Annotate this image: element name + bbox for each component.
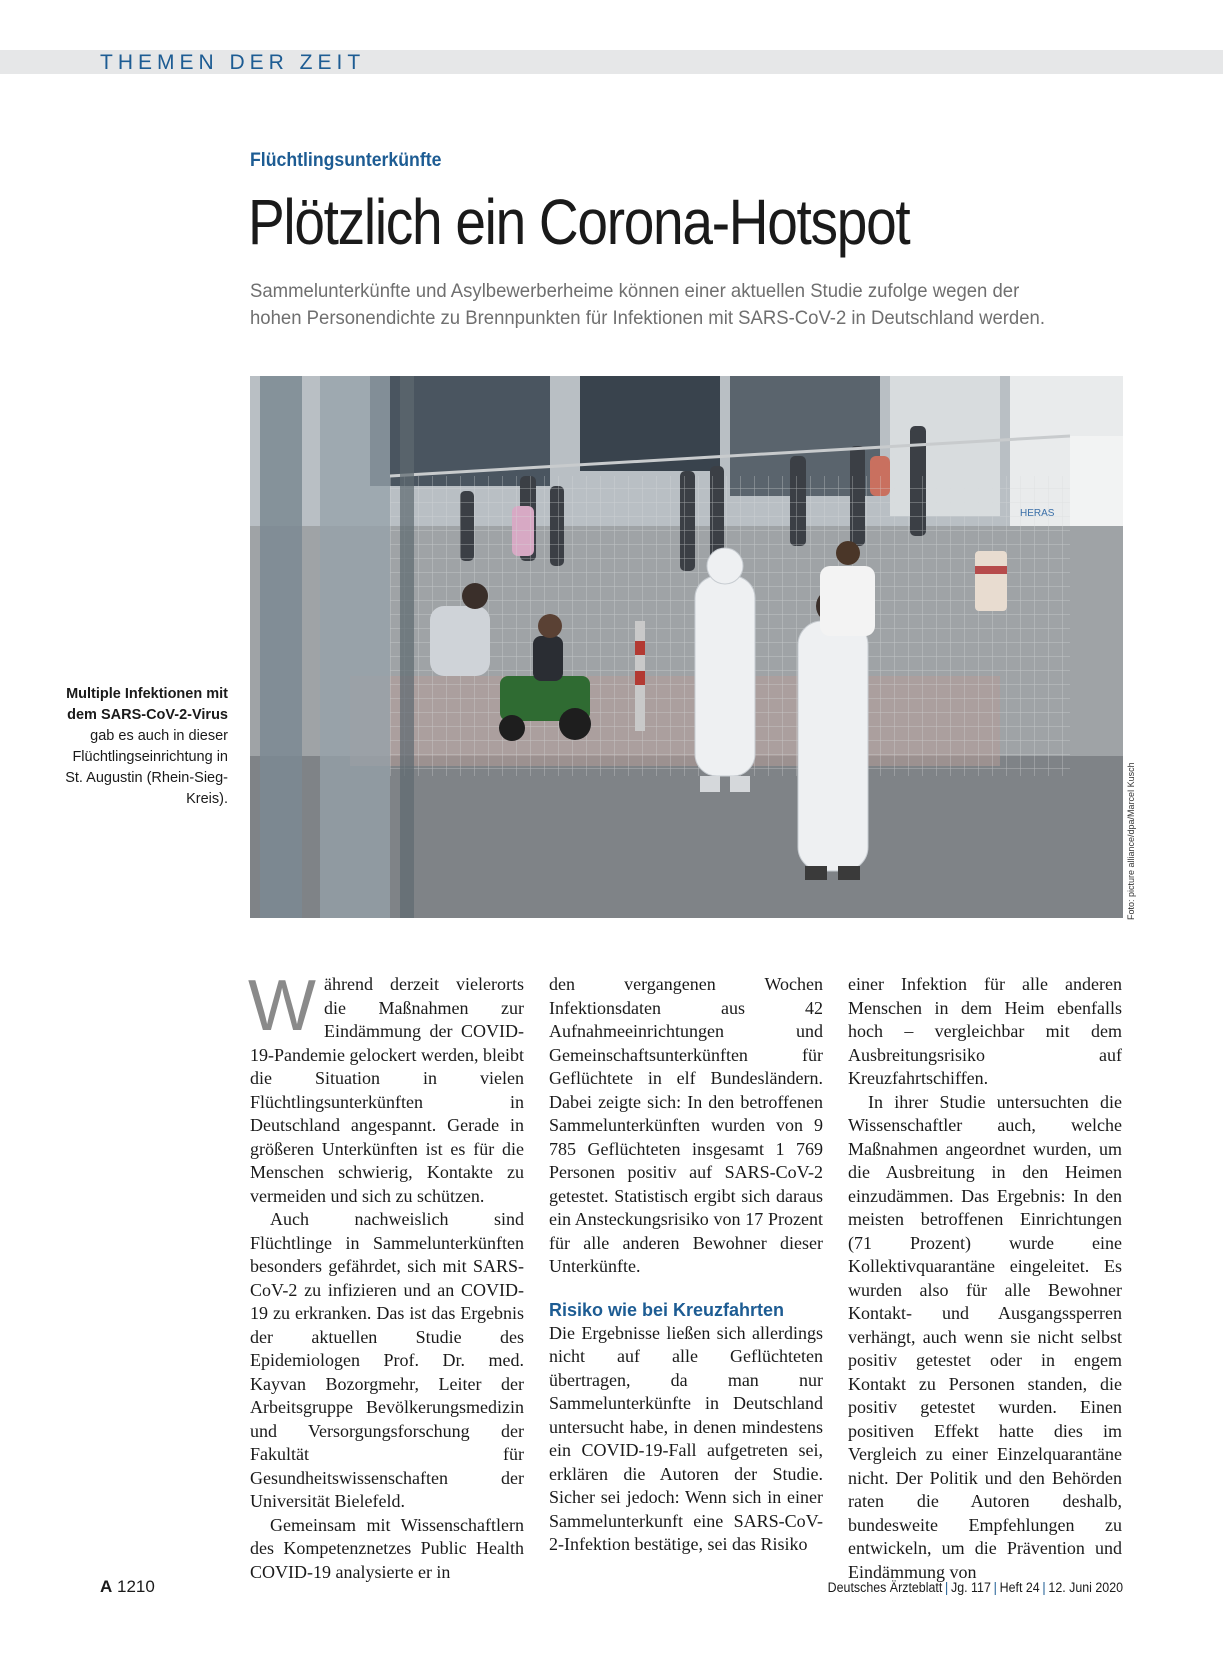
article-lead	[250, 278, 1130, 332]
photo-credit: Foto: picture alliance/dpa/Marcel Kusch	[1126, 762, 1136, 920]
caption-text: gab es auch in dieser Flüchtlingseinrichtung in St. Augustin (Rhein-Sieg-Kreis).	[65, 728, 228, 807]
page-num: 1210	[117, 1577, 155, 1596]
article-title: Plötzlich ein Corona-Hotspot	[248, 186, 910, 258]
journal-footer: Deutsches Ärzteblatt | Jg. 117 | Heft 24 | 12. Juni 2020	[827, 1580, 1123, 1595]
paragraph: Auch nachweislich sind Flüchtlinge in Sammelunterkünften besonders gefährdet, sich mit SARS-CoV-2 zu infizieren und an COVID-19 zu erkranken. Das ist das Ergebnis der aktuellen Studie des Epidemiologen Prof. Dr. med. Kayvan Bozorgmehr, Leiter der Arbeitsgruppe Bevölkerungsmedizin und Versorgungsforschung der Fakultät für Gesundheitswissenschaften der Universität Bielefeld.	[250, 1209, 524, 1511]
journal-name: Deutsches Ärzteblatt	[827, 1580, 943, 1595]
paragraph: In ihrer Studie untersuchten die Wissenschaftler auch, welche Maßnahmen angeordnet wurden, um die Ausbreitung in den Heimen einzudämmen. Das Ergebnis: In den meisten betroffenen Einrichtungen (71 Prozent) wurde eine Kollektivquarantäne eingeleitet. Es wurden also für alle Bewohner Kontakt- und Ausgangssperren verhängt, auch wenn sie nicht selbst positiv getestet oder in engem Kontakt zu Personen standen, die positiv getestet wurden. Einen positiven Effekt hatte dies im Vergleich zu einer Einzelquarantäne nicht. Der Politik und den Behörden raten die Autoren deshalb, bundesweite Empfehlungen zu entwickeln, um die Prävention und Eindämmung von	[848, 1091, 1122, 1582]
volume: Jg. 117	[951, 1580, 991, 1595]
page-number	[100, 1577, 155, 1597]
paragraph: Die Ergebnisse ließen sich allerdings nicht auf alle Geflüchteten übertragen, da man nur Sammelunterkünfte in Deutschland untersucht habe, in denen mindestens ein COVID-19-Fall aufgetreten sei, erklären die Autoren der Studie. Sicher sei jedoch: Wenn sich in einer Sammelunterkunft eine SARS-CoV-2-Infektion bestätige, sei das Risiko	[549, 1322, 823, 1554]
caption-bold: Multiple Infektionen mit dem SARS-CoV-2-Virus	[66, 686, 228, 723]
photo-illustration	[250, 376, 1123, 918]
paragraph: den vergangenen Wochen Infektionsdaten aus 42 Aufnahmeeinrichtungen und Gemeinschaftsunterkünften für Geflüchtete in elf Bundesländern. Dabei zeigte sich: In den betroffenen Sammelunterkünften wurden von 9 785 Geflüchteten insgesamt 1 769 Personen positiv auf SARS-CoV-2 getestet. Statistisch ergibt sich daraus ein Ansteckungsrisiko von 17 Prozent für alle anderen Bewohner dieser Unterkünfte.	[549, 974, 823, 1276]
body-column-3	[848, 973, 1122, 1584]
article-photo	[250, 376, 1123, 918]
lead-line: Sammelunterkünfte und Asylbewerberheime können einer aktuellen Studie zufolge wegen der	[250, 280, 1020, 302]
lead-line: hohen Personendichte zu Brennpunkten für Infektionen mit SARS-CoV-2 in Deutschland werden.	[250, 307, 1046, 329]
paragraph: Gemeinsam mit Wissenschaftlern des Kompetenznetzes Public Health COVID-19 analysierte er in	[250, 1514, 524, 1582]
issue: Heft 24	[999, 1580, 1040, 1595]
paragraph: einer Infektion für alle anderen Menschen in dem Heim ebenfalls hoch – vergleichbar mit dem Ausbreitungsrisiko auf Kreuzfahrtschiffen.	[848, 974, 1122, 1088]
article-kicker: Flüchtlingsunterkünfte	[250, 150, 442, 171]
paragraph: ährend derzeit vielerorts die Maßnahmen zur Eindämmung der COVID-19-Pandemie gelockert werden, bleibt die Situation in vielen Flüchtlingsunterkünften in Deutschland angespannt. Gerade in größeren Unterkünften ist es für die Menschen schwierig, Kontakte zu vermeiden und sich zu schützen.	[250, 974, 524, 1206]
section-label: THEMEN DER ZEIT	[100, 51, 366, 74]
dropcap: W	[248, 966, 316, 1046]
photo-caption	[60, 684, 228, 810]
fence-sign: HERAS	[1020, 508, 1055, 519]
issue-date: 12. Juni 2020	[1048, 1580, 1123, 1595]
subheading: Risiko wie bei Kreuzfahrten	[549, 1299, 785, 1320]
body-column-1	[248, 966, 524, 1584]
page-prefix: A	[100, 1577, 113, 1596]
body-column-2	[549, 973, 823, 1557]
